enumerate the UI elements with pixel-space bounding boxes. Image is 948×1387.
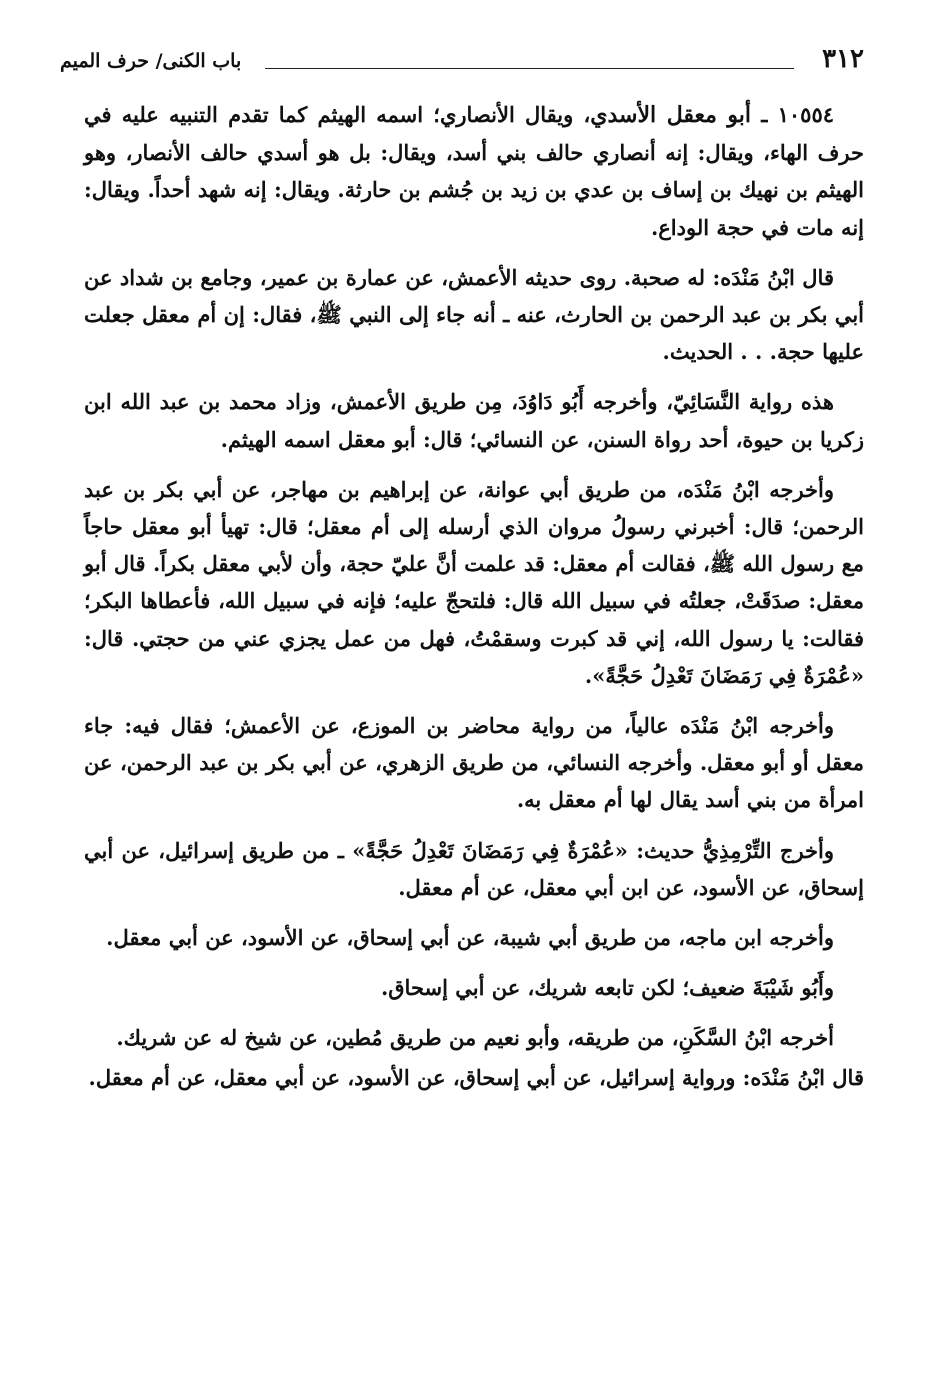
paragraph-ibn-sakan: أخرجه ابْنُ السَّكَنِ، من طريقه، وأبو نعيم من طريق مُطين، عن شيخ له عن شريك. (116, 1025, 834, 1051)
paragraph-tirmidhi: وأخرج التِّرْمِذِيُّ حديث: «عُمْرَةٌ فِي رَمَضَانَ تَعْدِلُ حَجَّةً» ـ من طريق إسرائيل، عن أبي إسحاق، عن الأسود، عن ابن أبي معقل، عن أم معقل. (84, 837, 864, 900)
paragraph-ibn-majah: وأخرجه ابن ماجه، من طريق أبي شيبة، عن أبي إسحاق، عن الأسود، عن أبي معقل. (106, 925, 834, 951)
entry-intro: ، ويقال الأنصاري؛ اسمه الهيثم كما تقدم التنبيه عليه في حرف الهاء، ويقال: إنه أنصاري حالف بني أسد، ويقال: بل هو أسدي حالف الأنصار، وهو الهيثم بن نهيك بن إساف بن عدي بن زيد بن جُشم بن حارثة. ويقال: إنه شهد أحداً. ويقال: إنه مات في حجة الوداع. (84, 102, 864, 240)
paragraph-ibn-mandah: قال ابْنُ مَنْدَه: له صحبة. روى حديثه الأعمش، عن عمارة بن عمير، وجامع بن شداد عن أبي بكر بن عبد الرحمن بن الحارث، عنه ـ أنه جاء إلى النبي ﷺ، فقال: إن أم معقل جعلت عليها حجة. . . الحديث. (84, 264, 864, 365)
paragraph-abu-awana: وأخرجه ابْنُ مَنْدَه، من طريق أبي عوانة، عن إبراهيم بن مهاجر، عن أبي بكر بن عبد الرحمن؛ قال: أخبرني رسولُ مروان الذي أرسله إلى أم معقل؛ قال: تهيأ أبو معقل حاجاً مع رسول الله ﷺ، فقالت أم معقل: قد علمت أنَّ عليّ حجة، وأن لأبي معقل بكراً. قال أبو معقل: صدَقَتْ، جعلتُه في سبيل الله قال: فلتحجّ عليه؛ فإنه في سبيل الله، فأعطاها البكر؛ فقالت: يا رسول الله، إني قد كبرت وسقمْتُ، فهل من عمل يجزي عني من حجتي. قال: «عُمْرَةٌ فِي رَمَضَانَ تَعْدِلُ حَجَّةً». (84, 476, 865, 688)
paragraph-israil: قال ابْنُ مَنْدَه: ورواية إسرائيل، عن أبي إسحاق، عن الأسود، عن أبي معقل، عن أم معقل. (88, 1064, 864, 1090)
entry-number: ١٠٥٥٤ (777, 102, 835, 127)
running-title: باب الكنى/ حرف الميم (60, 50, 242, 72)
paragraph-nasai: هذه رواية النَّسَائِيّ، وأخرجه أَبُو دَاوُدَ، مِن طريق الأعمش، وزاد محمد بن عبد الله ابن زكريا بن حيوة، أحد رواة السنن، عن النسائي؛ قال: أبو معقل اسمه الهيثم. (84, 389, 864, 452)
paragraph-muhadir: وأخرجه ابْنُ مَنْدَه عالياً، من رواية محاضر بن الموزع، عن الأعمش؛ فقال فيه: جاء معقل أو أبو معقل. وأخرجه النسائي، من طريق الزهري، عن أبي بكر بن عبد الرحمن، عن امرأة من بني أسد يقال لها أم معقل به. (84, 713, 864, 813)
entry-dash: ـ (751, 102, 778, 127)
paragraph-abu-shayba: وأَبُو شَيْبَةَ ضعيف؛ لكن تابعه شريك، عن أبي إسحاق. (380, 975, 834, 1001)
running-header (60, 42, 864, 78)
header-rule (265, 68, 794, 69)
page-number: ٣١٢ (822, 44, 864, 74)
page-body (84, 96, 864, 1109)
entry-paragraph (84, 96, 864, 246)
entry-name: أبو معقل الأسدي (590, 102, 752, 128)
